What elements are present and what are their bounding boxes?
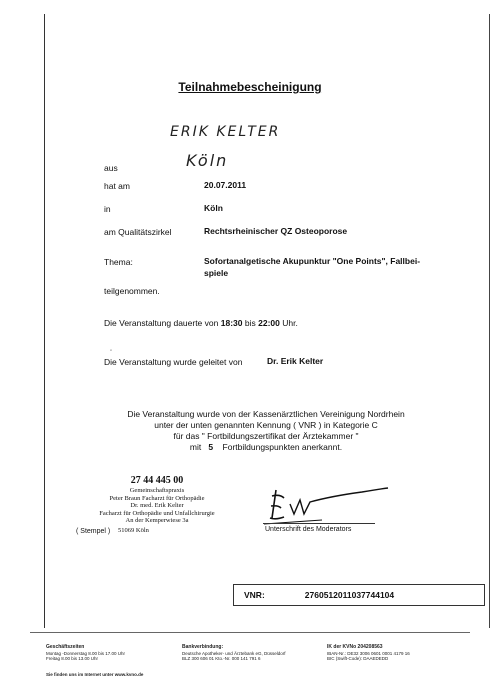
moderator-signature bbox=[262, 484, 392, 528]
signature-line bbox=[263, 523, 375, 524]
vnr-value: 2760512011037744104 bbox=[304, 590, 395, 600]
ink-mark: ◦ bbox=[110, 348, 113, 354]
footer-bank-line: BLZ 300 606 01 Kto.-Nr. 000 141 791 6 bbox=[182, 656, 261, 661]
teilgenommen-text: teilgenommen. bbox=[104, 286, 160, 296]
signature-label: Unterschrift des Moderators bbox=[265, 526, 352, 533]
stamp-line: An der Kemperwiese 3a bbox=[125, 517, 189, 524]
stamp-line: Facharzt für Orthopädie und Unfallchirurgie bbox=[99, 509, 215, 517]
event-location: Köln bbox=[204, 203, 223, 213]
thema-line1: Sofortanalgetische Akupunktur "One Points", Fallbei- bbox=[204, 256, 421, 266]
points-prefix: mit bbox=[189, 442, 202, 452]
participant-name-handwritten: ERIK KELTER bbox=[170, 124, 281, 140]
footer-hours bbox=[46, 644, 125, 662]
points-suffix: Fortbildungspunkten anerkannt. bbox=[222, 442, 343, 452]
stamp-label: ( Stempel ) bbox=[76, 528, 111, 535]
footer-ik bbox=[327, 644, 410, 662]
footer-divider bbox=[30, 632, 470, 633]
accreditation-line3: für das " Fortbildungszertifikat der Ärztekammer " bbox=[173, 431, 359, 441]
duration-mid: bis bbox=[244, 318, 256, 328]
footer-bank-title: Bankverbindung: bbox=[182, 644, 224, 650]
document-title: Teilnahmebescheinigung bbox=[178, 80, 322, 94]
footer-hours-line: Montag -Donnerstag 8.00 bis 17.00 Uhr bbox=[46, 650, 126, 656]
practice-stamp bbox=[82, 487, 232, 525]
vnr-label: VNR: bbox=[244, 590, 265, 600]
label-hat-am: hat am bbox=[104, 181, 130, 191]
label-qualitaetszirkel: am Qualitätszirkel bbox=[104, 227, 172, 237]
footer-bank-line: Deutsche Apotheker- und Ärztebank eG, Düsseldorf bbox=[182, 650, 286, 656]
footer-ik-line: BIC (Swift-Code): DAAEDEDD bbox=[327, 656, 389, 661]
duration-to: 22:00 bbox=[258, 318, 280, 328]
footer-bank bbox=[182, 644, 286, 662]
vnr-box bbox=[233, 584, 485, 606]
duration-line bbox=[104, 318, 298, 328]
label-aus: aus bbox=[104, 163, 118, 173]
stamp-line: Dr. med. Erik Kelter bbox=[130, 502, 184, 509]
stamp-line: Peter Braun Facharzt für Orthopädie bbox=[109, 494, 205, 502]
footer-ik-title: IK der KVNo 204208563 bbox=[327, 644, 383, 650]
accreditation-line4 bbox=[44, 442, 488, 453]
leader-prefix: Die Veranstaltung wurde geleitet von bbox=[104, 357, 243, 367]
footer-hours-line: Freitag 8.00 bis 13.00 Uhr bbox=[46, 656, 99, 661]
city-handwritten: Köln bbox=[186, 151, 229, 170]
accreditation-line2: unter der unten genannten Kennung ( VNR ) in Kategorie C bbox=[154, 420, 378, 430]
footer-hours-title: Geschäftszeiten bbox=[46, 644, 85, 650]
label-thema: Thema: bbox=[104, 257, 133, 267]
thema-line2: spiele bbox=[204, 268, 229, 278]
footer-ik-line: IBAN-Nr.: DE32 3006 0601 0001 4179 16 bbox=[327, 650, 410, 656]
leader-name: Dr. Erik Kelter bbox=[267, 356, 324, 366]
footer-note: Sie finden uns im Internet unter www.kvno.de bbox=[46, 672, 144, 677]
accreditation-line1: Die Veranstaltung wurde von der Kassenärztlichen Vereinigung Nordrhein bbox=[127, 409, 405, 419]
duration-prefix: Die Veranstaltung dauerte von bbox=[104, 318, 219, 328]
stamp-city-line: 51069 Köln bbox=[118, 527, 149, 534]
qualitaetszirkel-name: Rechtsrheinischer QZ Osteoporose bbox=[204, 226, 348, 236]
event-date: 20.07.2011 bbox=[204, 180, 247, 190]
label-in: in bbox=[104, 204, 111, 214]
stamp-line: Gemeinschaftspraxis bbox=[129, 487, 185, 494]
stamp-phone: 27 44 445 00 bbox=[130, 475, 184, 486]
duration-suffix: Uhr. bbox=[282, 318, 298, 328]
points-value: 5 bbox=[208, 442, 214, 452]
duration-from: 18:30 bbox=[220, 318, 243, 328]
